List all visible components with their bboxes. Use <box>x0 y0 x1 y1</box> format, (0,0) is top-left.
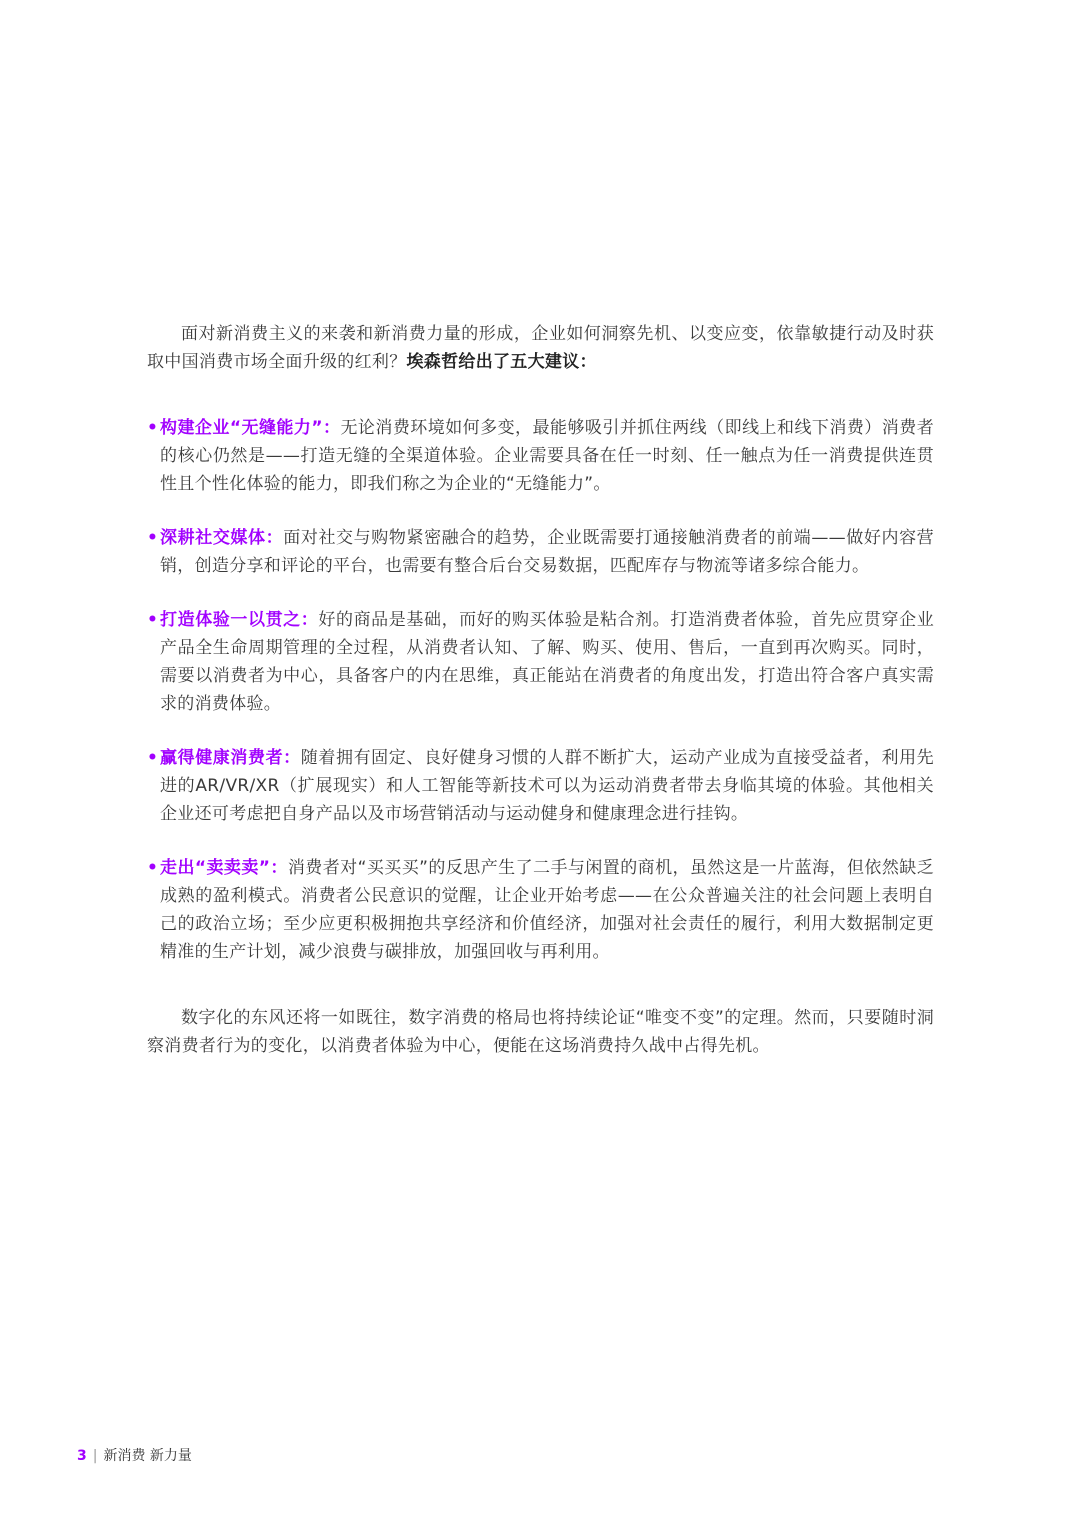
intro-bold-text: 埃森哲给出了五大建议： <box>406 352 597 372</box>
recommendation-title: 深耕社交媒体： <box>160 528 284 548</box>
recommendation-title: 赢得健康消费者： <box>160 748 301 768</box>
bullet-icon: • <box>147 528 159 548</box>
recommendation-item-3 <box>147 606 934 718</box>
page-number: 3 <box>77 1448 87 1464</box>
intro-paragraph <box>147 320 934 376</box>
recommendation-title: 打造体验一以贯之： <box>160 610 319 630</box>
recommendation-body: 面对社交与购物紧密融合的趋势，企业既需要打通接触消费者的前端——做好内容营销，创造分享和评论的平台，也需要有整合后台交易数据，匹配库存与物流等诸多综合能力。 <box>160 528 934 576</box>
recommendation-body: 好的商品是基础，而好的购买体验是粘合剂。打造消费者体验，首先应贯穿企业产品全生命周期管理的全过程，从消费者认知、了解、购买、使用、售后，一直到再次购买。同时，需要以消费者为中心，具备客户的内在思维，真正能站在消费者的角度出发，打造出符合客户真实需求的消费体验。 <box>160 610 935 714</box>
intro-text: 面对新消费主义的来袭和新消费力量的形成，企业如何洞察先机、以变应变，依靠敏捷行动及时获取中国消费市场全面升级的红利？ <box>147 324 934 372</box>
page-footer <box>77 1446 192 1466</box>
bullet-icon: • <box>147 610 159 630</box>
recommendation-body: 消费者对“买买买”的反思产生了二手与闲置的商机，虽然这是一片蓝海，但依然缺乏成熟的盈利模式。消费者公民意识的觉醒，让企业开始考虑——在公众普遍关注的社会问题上表明自己的政治立场；至少应更积极拥抱共享经济和价值经济，加强对社会责任的履行，利用大数据制定更精准的生产计划，减少浪费与碳排放，加强回收与再利用。 <box>160 858 934 962</box>
footer-separator: | <box>92 1448 98 1464</box>
main-content <box>147 320 934 1060</box>
bullet-icon: • <box>147 418 159 438</box>
bullet-icon: • <box>147 748 159 768</box>
recommendations-list <box>147 414 934 966</box>
recommendation-item-2 <box>147 524 934 580</box>
recommendation-body: 随着拥有固定、良好健身习惯的人群不断扩大，运动产业成为直接受益者，利用先进的AR/VR/XR（扩展现实）和人工智能等新技术可以为运动消费者带去身临其境的体验。其他相关企业还可考虑把自身产品以及市场营销活动与运动健身和健康理念进行挂钩。 <box>160 748 934 824</box>
recommendation-item-5 <box>147 854 934 966</box>
closing-paragraph: 数字化的东风还将一如既往，数字消费的格局也将持续论证“唯变不变”的定理。然而，只要随时洞察消费者行为的变化，以消费者体验为中心，便能在这场消费持久战中占得先机。 <box>147 1008 934 1056</box>
footer-title: 新消费 新力量 <box>103 1448 192 1464</box>
recommendation-body: 无论消费环境如何多变，最能够吸引并抓住两线（即线上和线下消费）消费者的核心仍然是——打造无缝的全渠道体验。企业需要具备在任一时刻、任一触点为任一消费提供连贯性且个性化体验的能力，即我们称之为企业的“无缝能力”。 <box>160 418 934 494</box>
bullet-icon: • <box>147 858 159 878</box>
recommendation-item-1 <box>147 414 934 498</box>
recommendation-item-4 <box>147 744 934 828</box>
recommendation-title: 走出“卖卖卖”： <box>160 858 288 878</box>
recommendation-title: 构建企业“无缝能力”： <box>160 418 341 438</box>
